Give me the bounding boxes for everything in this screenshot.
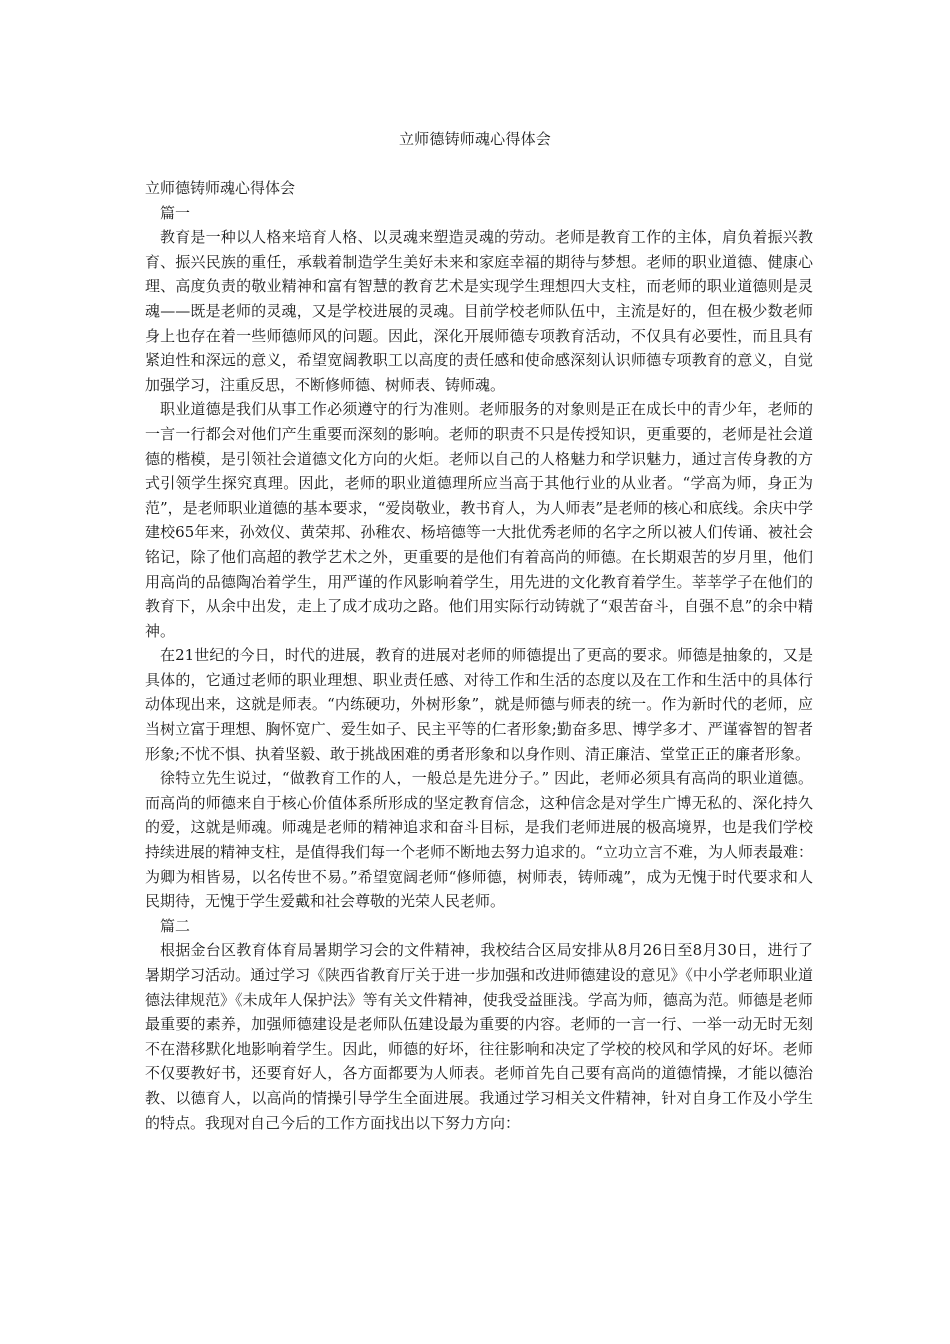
paragraph: 根据金台区教育体育局暑期学习会的文件精神，我校结合区局安排从8月26日至8月30日，进行了暑期学习活动。通过学习《陕西省教育厅关于进一步加强和改进师德建设的意见》《中小学老师职业道德法律规范》《未成年人保护法》等有关文件精神，使我受益匪浅。学高为师，德高为范。师德是老师最重要的素养，加强师德建设是老师队伍建设最为重要的内容。老师的一言一行、一举一动无时无刻不在潜移默化地影响着学生。因此，师德的好坏，往往影响和决定了学校的校风和学风的好坏。老师不仅要教好书，还要育好人，各方面都要为人师表。老师首先自己要有高尚的道德情操，才能以德治教、以德育人，以高尚的情操引导学生全面进展。我通过学习相关文件精神，针对自身工作及小学生的特点。我现对自己今后的工作方面找出以下努力方向： — [145, 941, 813, 1132]
section-label-1: 篇一 — [160, 203, 191, 222]
document-body — [145, 176, 813, 1135]
paragraph: 教育是一种以人格来培育人格、以灵魂来塑造灵魂的劳动。老师是教育工作的主体，肩负着振兴教育、振兴民族的重任，承载着制造学生美好未来和家庭幸福的期待与梦想。老师的职业道德、健康心理、高度负责的敬业精神和富有智慧的教育艺术是实现学生理想四大支柱，而老师的职业道德则是灵魂——既是老师的灵魂，又是学校进展的灵魂。目前学校老师队伍中，主流是好的，但在极少数老师身上也存在着一些师德师风的问题。因此，深化开展师德专项教育活动，不仅具有必要性，而且具有紧迫性和深远的意义，希望宽阔教职工以高度的责任感和使命感深刻认识师德专项教育的意义，自觉加强学习，注重反思，不断修师德、树师表、铸师魂。 — [145, 228, 813, 394]
paragraph: 徐特立先生说过，“做教育工作的人，一般总是先进分子。” 因此，老师必须具有高尚的职业道德。而高尚的师德来自于核心价值体系所形成的坚定教育信念，这种信念是对学生广博无私的、深化持久的爱，这就是师魂。师魂是老师的精神追求和奋斗目标，是我们老师进展的极高境界，也是我们学校持续进展的精神支柱，是值得我们每一个老师不断地去努力追求的。“立功立言不难，为人师表最难：为卿为相皆易，以名传世不易。”希望宽阔老师“修师德，树师表，铸师魂”，成为无愧于时代要求和人民期待，无愧于学生爱戴和社会尊敬的光荣人民老师。 — [145, 769, 813, 911]
paragraph: 职业道德是我们从事工作必须遵守的行为准则。老师服务的对象则是正在成长中的青少年，老师的一言一行都会对他们产生重要而深刻的影响。老师的职责不只是传授知识，更重要的，老师是社会道德的楷模，是引领社会道德文化方向的火炬。老师以自己的人格魅力和学识魅力，通过言传身教的方式引领学生探究真理。因此，老师的职业道德理所应当高于其他行业的从业者。“学高为师，身正为范”，是老师职业道德的基本要求，“爱岗敬业，教书育人，为人师表”是老师的核心和底线。余庆中学建校65年来，孙效仪、黄荣邦、孙稚农、杨培德等一大批优秀老师的名字之所以被人们传诵、被社会铭记，除了他们高超的教学艺术之外，更重要的是他们有着高尚的师德。在长期艰苦的岁月里，他们用高尚的品德陶冶着学生，用严谨的作风影响着学生，用先进的文化教育着学生。莘莘学子在他们的教育下，从余中出发，走上了成才成功之路。他们用实际行动铸就了“艰苦奋斗，自强不息”的余中精神。 — [145, 400, 814, 640]
paragraph: 在21世纪的今日，时代的进展，教育的进展对老师的师德提出了更高的要求。师德是抽象的，又是具体的，它通过老师的职业理想、职业责任感、对待工作和生活的态度以及在工作和生活中的具体行动体现出来，这就是师表。“内练硬功，外树形象”，就是师德与师表的统一。作为新时代的老师，应当树立富于理想、胸怀宽广、爱生如子、民主平等的仁者形象;勤奋多思、博学多才、严谨睿智的智者形象;不忧不惧、执着坚毅、敢于挑战困难的勇者形象和以身作则、清正廉洁、堂堂正正的廉者形象。 — [145, 646, 813, 763]
document-subtitle: 立师德铸师魂心得体会 — [145, 179, 296, 197]
document-title: 立师德铸师魂心得体会 — [398, 130, 551, 148]
section-label-2: 篇二 — [160, 916, 191, 935]
